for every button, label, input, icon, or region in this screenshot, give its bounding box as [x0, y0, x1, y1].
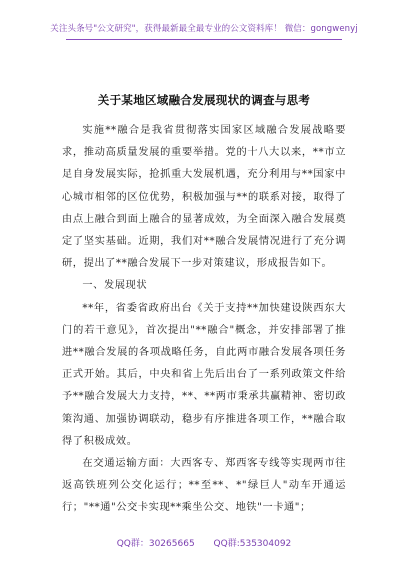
header-divider	[66, 39, 342, 40]
intro-paragraph: 实施**融合是我省贯彻落实国家区域融合发展战略要求，推动高质量发展的重要举措。党的十八大以来，**市立足自身发展实际，抢抓重大发展机遇，充分利用与**国家中心城市相邻的区位优势，积极加强与**的联系对接，取得了由点上融合到面上融合的显著成效，为全面深入融合发展奠定了坚实基础。近期，我们对**融合发展情况进行了充分调研，提出了**融合发展下一步对策建议，形成报告如下。	[62, 125, 346, 270]
section-paragraph: 在交通运输方面：大西客专、郑西客专线等实现两市往返高铁班列公交化运行；**至**、*"绿巨人"动车开通运行；"**通"公交卡实现**乘坐公交、地铁"一卡通"；	[62, 458, 346, 514]
page-footer	[0, 536, 408, 549]
footer-qq-group-2: QQ群:535304092	[213, 539, 292, 549]
document-body	[62, 120, 346, 520]
page-header-banner: 关注头条号"公文研究"，获得最新最全最专业的公文资料库！ 微信：gongwenyj	[50, 24, 358, 34]
section-heading: 一、发展现状	[82, 280, 148, 292]
document-title: 关于某地区域融合发展现状的调查与思考	[97, 93, 311, 107]
footer-qq-group-1: QQ群：30265665	[116, 539, 195, 549]
section-paragraph: **年，省委省政府出台《关于支持**加快建设陕西东大门的若干意见》，首次提出"**融合"概念，并安排部署了推进**融合发展的各项战略任务，自此两市融合发展各项任务正式开始。其后，中央和省上先后出台了一系列政策文件给予**融合发展大力支持，**、**两市秉承共赢精神、密切政策沟通、加强协调联动，稳步有序推进各项工作，**融合取得了积极成效。	[62, 302, 346, 447]
